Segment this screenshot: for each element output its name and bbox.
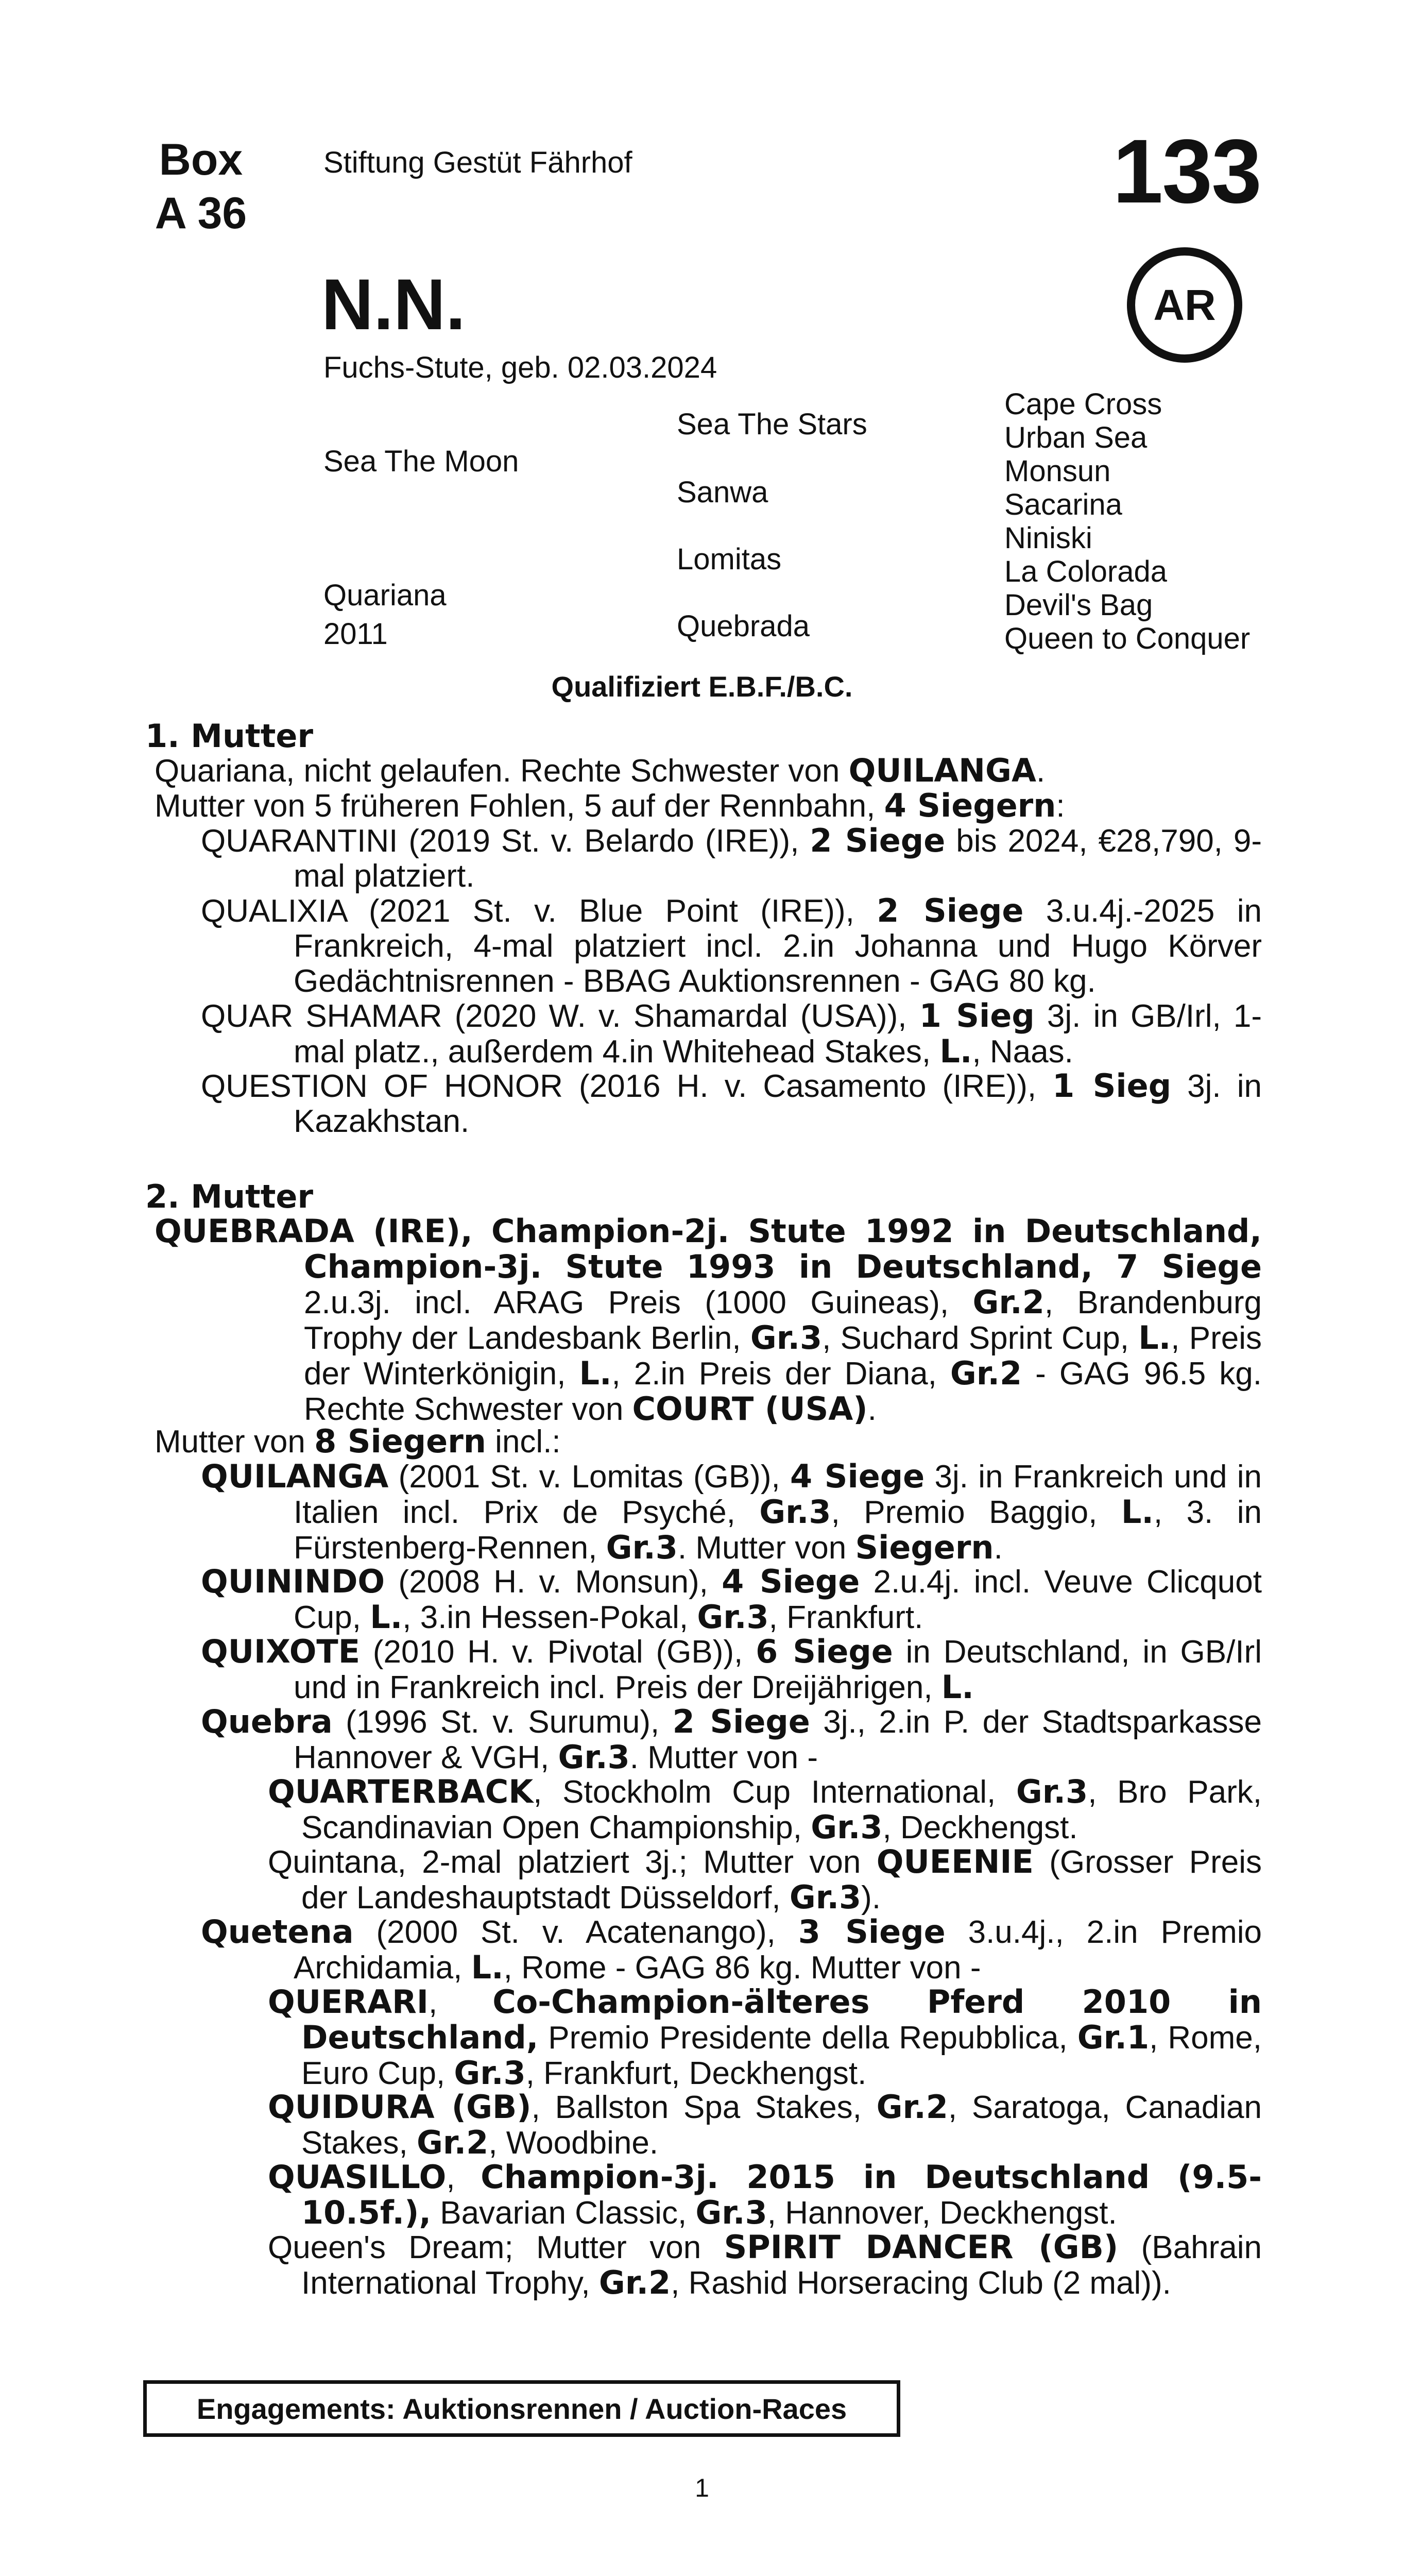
box-label xyxy=(139,133,263,240)
progeny-quintana: Quintana, 2-mal platziert 3j.; Mutter von QUEENIE (Grosser Preis der Landeshauptstadt Düsseldorf, Gr.3). xyxy=(268,1843,1262,1916)
pedigree-dam: Quariana xyxy=(323,579,447,612)
progeny-quetena: Quetena (2000 St. v. Acatenango), 3 Siege 3.u.4j., 2.in Premio Archidamia, L., Rome - GAG 86 kg. Mutter von - xyxy=(201,1913,1262,1986)
engagements-box xyxy=(143,2380,900,2437)
second-dam-winners: Mutter von 8 Siegern incl.: xyxy=(155,1422,561,1460)
progeny-quasillo: QUASILLO, Champion-3j. 2015 in Deutschland (9.5-10.5f.), Bavarian Classic, Gr.3, Hannover, Deckhengst. xyxy=(268,2158,1262,2231)
pedigree-gen2-1: Sea The Stars xyxy=(677,408,867,441)
pedigree-gen2-4: Quebrada xyxy=(677,609,810,643)
progeny-quinindo: QUININDO (2008 H. v. Monsun), 4 Siege 2.u.4j. incl. Veuve Clicquot Cup, L., 3.in Hessen-Pokal, Gr.3, Frankfurt. xyxy=(201,1563,1262,1636)
box-label-line1: Box xyxy=(159,135,243,184)
ar-badge-text: AR xyxy=(1153,280,1216,329)
pedigree-gen3-4: Sacarina xyxy=(1004,488,1122,521)
page-number: 1 xyxy=(695,2473,709,2502)
second-dam-quebrada: QUEBRADA (IRE), Champion-2j. Stute 1992 in Deutschland, Champion-3j. Stute 1993 in Deutschland, 7 Siege 2.u.3j. incl. ARAG Preis (1000 Guineas), Gr.2, Brandenburg Trophy der Landesbank Berlin, Gr.3, Suchard Sprint Cup, L., Preis der Winterkönigin, L., 2.in Preis der Diana, Gr.2 - GAG 96.5 kg. Rechte Schwester von COURT (USA). xyxy=(155,1212,1262,1428)
progeny-quilanga: QUILANGA (2001 St. v. Lomitas (GB)), 4 Siege 3j. in Frankreich und in Italien incl. Prix de Psyché, Gr.3, Premio Baggio, L., 3. in Fürstenberg-Rennen, Gr.3. Mutter von Siegern. xyxy=(201,1458,1262,1566)
lot-number: 133 xyxy=(1112,121,1261,222)
pedigree-gen3-3: Monsun xyxy=(1004,454,1111,488)
progeny-querari: QUERARI, Co-Champion-älteres Pferd 2010 in Deutschland, Premio Presidente della Repubblica, Gr.1, Rome, Euro Cup, Gr.3, Frankfurt, Deckhengst. xyxy=(268,1983,1262,2092)
pedigree-gen2-2: Sanwa xyxy=(677,476,768,509)
progeny-queens-dream: Queen's Dream; Mutter von SPIRIT DANCER (GB) (Bahrain International Trophy, Gr.2, Rashid Horseracing Club (2 mal)). xyxy=(268,2228,1262,2301)
pedigree-dam-year: 2011 xyxy=(323,617,388,651)
pedigree-gen3-1: Cape Cross xyxy=(1004,387,1162,421)
qualification-note: Qualifiziert E.B.F./B.C. xyxy=(551,670,853,703)
progeny-quebra: Quebra (1996 St. v. Surumu), 2 Siege 3j., 2.in P. der Stadtsparkasse Hannover & VGH, Gr.3. Mutter von - xyxy=(201,1703,1262,1776)
progeny-question-of-honor: QUESTION OF HONOR (2016 H. v. Casamento (IRE)), 1 Sieg 3j. in Kazakhstan. xyxy=(201,1067,1262,1139)
progeny-quixote: QUIXOTE (2010 H. v. Pivotal (GB)), 6 Siege in Deutschland, in GB/Irl und in Frankreich incl. Preis der Dreijährigen, L. xyxy=(201,1633,1262,1706)
first-dam-foals: Mutter von 5 früheren Fohlen, 5 auf der Rennbahn, 4 Siegern: xyxy=(155,787,1065,824)
box-label-line2: A 36 xyxy=(155,189,247,238)
first-dam-heading: 1. Mutter xyxy=(145,717,314,755)
pedigree-sire: Sea The Moon xyxy=(323,445,519,478)
ar-badge xyxy=(1127,247,1242,363)
pedigree-gen3-7: Devil's Bag xyxy=(1004,588,1153,622)
second-dam-heading: 2. Mutter xyxy=(145,1178,314,1215)
pedigree-gen3-5: Niniski xyxy=(1004,521,1092,555)
pedigree-gen2-3: Lomitas xyxy=(677,543,782,576)
horse-name: N.N. xyxy=(321,264,466,345)
pedigree-gen3-2: Urban Sea xyxy=(1004,421,1148,454)
first-dam-intro: Quariana, nicht gelaufen. Rechte Schwester von QUILANGA. xyxy=(155,752,1046,789)
horse-description: Fuchs-Stute, geb. 02.03.2024 xyxy=(323,351,717,384)
progeny-quarterback: QUARTERBACK, Stockholm Cup International, Gr.3, Bro Park, Scandinavian Open Championship, Gr.3, Deckhengst. xyxy=(268,1773,1262,1846)
progeny-qualixia: QUALIXIA (2021 St. v. Blue Point (IRE)), 2 Siege 3.u.4j.-2025 in Frankreich, 4-mal platziert incl. 2.in Johanna und Hugo Körver Gedächtnisrennen - BBAG Auktionsrennen - GAG 80 kg. xyxy=(201,892,1262,999)
breeder-name: Stiftung Gestüt Fährhof xyxy=(323,146,632,179)
pedigree-gen3-8: Queen to Conquer xyxy=(1004,622,1251,655)
engagements-text: Engagements: Auktionsrennen / Auction-Races xyxy=(196,2392,847,2425)
pedigree-gen3 xyxy=(1004,387,1250,655)
progeny-quidura: QUIDURA (GB), Ballston Spa Stakes, Gr.2, Saratoga, Canadian Stakes, Gr.2, Woodbine. xyxy=(268,2088,1262,2161)
progeny-quarantini: QUARANTINI (2019 St. v. Belardo (IRE)), 2 Siege bis 2024, €28,790, 9-mal platziert. xyxy=(201,822,1262,894)
pedigree-gen3-6: La Colorada xyxy=(1004,555,1167,588)
progeny-quar-shamar: QUAR SHAMAR (2020 W. v. Shamardal (USA)), 1 Sieg 3j. in GB/Irl, 1-mal platz., außerdem 4.in Whitehead Stakes, L., Naas. xyxy=(201,997,1262,1070)
